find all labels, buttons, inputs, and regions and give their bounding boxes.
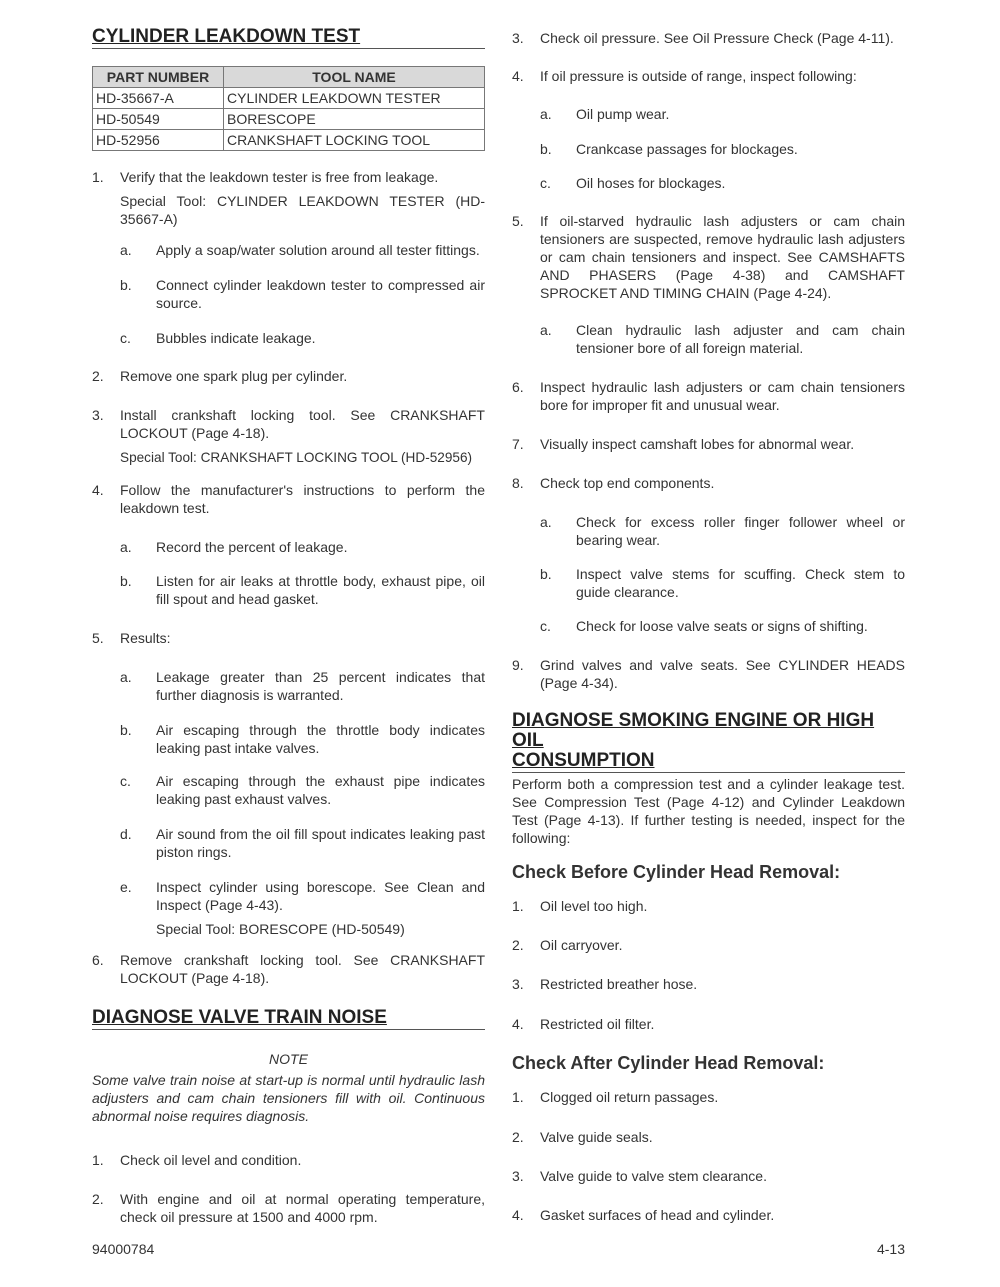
substep-letter: d. xyxy=(120,826,132,842)
step-text: Gasket surfaces of head and cylinder. xyxy=(540,1207,775,1223)
step-text: Check oil level and condition. xyxy=(120,1152,302,1168)
step-text: Oil level too high. xyxy=(540,898,648,914)
step-number: 1. xyxy=(512,1089,524,1105)
substep-text: Inspect valve stems for scuffing. Check stem to guide clearance. xyxy=(576,566,905,600)
substep-text: Crankcase passages for blockages. xyxy=(576,141,798,157)
page-number: 4-13 xyxy=(876,1241,905,1257)
substep-text: Check for excess roller finger follower wheel or bearing wear. xyxy=(576,514,905,548)
substep-text: Air escaping through the exhaust pipe indicates leaking past exhaust valves. xyxy=(156,773,485,807)
substep-letter: b. xyxy=(120,573,132,589)
step-number: 4. xyxy=(512,68,524,84)
table-header-tool-name: TOOL NAME xyxy=(224,67,485,88)
substep-text: Air escaping through the throttle body indicates leaking past intake valves. xyxy=(156,722,485,756)
step-text: Remove one spark plug per cylinder. xyxy=(120,368,348,384)
table-cell: HD-52956 xyxy=(93,130,224,151)
section-title-valve-train-noise: DIAGNOSE VALVE TRAIN NOISE xyxy=(92,1008,485,1030)
step-number: 3. xyxy=(512,1168,524,1184)
substep-text: Inspect cylinder using borescope. See Clean and Inspect (Page 4-43). xyxy=(156,879,485,913)
substep-letter: c. xyxy=(120,330,131,346)
step-number: 7. xyxy=(512,436,524,452)
substep-letter: a. xyxy=(540,322,552,338)
step-text: Remove crankshaft locking tool. See CRANKSHAFT LOCKOUT (Page 4-18). xyxy=(120,952,485,986)
substep-letter: e. xyxy=(120,879,132,895)
substep-text: Bubbles indicate leakage. xyxy=(156,330,316,346)
step-number: 9. xyxy=(512,657,524,673)
step-number: 5. xyxy=(92,630,104,646)
substep-text: Check for loose valve seats or signs of shifting. xyxy=(576,618,868,634)
table-cell: HD-35667-A xyxy=(93,88,224,109)
substep-letter: b. xyxy=(120,722,132,738)
step-text: Check oil pressure. See Oil Pressure Check (Page 4-11). xyxy=(540,30,894,46)
table-row xyxy=(93,130,485,151)
substep-text: Connect cylinder leakdown tester to compressed air source. xyxy=(156,277,485,311)
step-text: If oil pressure is outside of range, inspect following: xyxy=(540,68,857,84)
substep-text: Clean hydraulic lash adjuster and cam chain tensioner bore of all foreign material. xyxy=(576,322,905,356)
step-number: 2. xyxy=(92,1191,104,1207)
step-text: Restricted oil filter. xyxy=(540,1016,655,1032)
step-text: Visually inspect camshaft lobes for abnormal wear. xyxy=(540,436,855,452)
step-number: 2. xyxy=(512,937,524,953)
step-text: Clogged oil return passages. xyxy=(540,1089,719,1105)
substep-text: Oil pump wear. xyxy=(576,106,670,122)
substep-letter: a. xyxy=(540,106,552,122)
section-title-cylinder-leakdown: CYLINDER LEAKDOWN TEST xyxy=(92,27,485,49)
step-text: With engine and oil at normal operating temperature, check oil pressure at 1500 and 4000 rpm. xyxy=(120,1191,485,1225)
section-title-line: CONSUMPTION xyxy=(512,750,655,771)
table-cell: CRANKSHAFT LOCKING TOOL xyxy=(224,130,485,151)
step-number: 3. xyxy=(512,30,524,46)
step-number: 1. xyxy=(512,898,524,914)
special-tool-text: Special Tool: BORESCOPE (HD-50549) xyxy=(156,921,405,937)
step-text: If oil-starved hydraulic lash adjusters or cam chain tensioners are suspected, remove hydraulic lash adjusters or cam chain tensioners and inspect. See CAMSHAFTS AND PHASERS (Page 4-38) and CAMSHAFT SPROCKET AND TIMING CHAIN (Page 4-24). xyxy=(540,213,905,301)
step-number: 5. xyxy=(512,213,524,229)
substep-letter: c. xyxy=(540,175,551,191)
step-text: Restricted breather hose. xyxy=(540,976,698,992)
step-text: Valve guide to valve stem clearance. xyxy=(540,1168,767,1184)
substep-letter: c. xyxy=(120,773,131,789)
step-text: Valve guide seals. xyxy=(540,1129,653,1145)
table-cell: CYLINDER LEAKDOWN TESTER xyxy=(224,88,485,109)
step-number: 1. xyxy=(92,169,104,185)
intro-paragraph: Perform both a compression test and a cylinder leakage test. See Compression Test (Page 4-12) and Cylinder Leakdown Test (Page 4-13). If further testing is needed, inspect for the following: xyxy=(512,776,905,846)
step-text: Follow the manufacturer's instructions to perform the leakdown test. xyxy=(120,482,485,516)
step-number: 2. xyxy=(512,1129,524,1145)
substep-letter: b. xyxy=(120,277,132,293)
step-text: Check top end components. xyxy=(540,475,715,491)
step-number: 6. xyxy=(92,952,104,968)
table-cell: HD-50549 xyxy=(93,109,224,130)
step-number: 1. xyxy=(92,1152,104,1168)
table-header-row xyxy=(93,67,485,88)
step-number: 4. xyxy=(92,482,104,498)
section-title-smoking-engine xyxy=(512,711,905,773)
step-text: Oil carryover. xyxy=(540,937,623,953)
substep-text: Listen for air leaks at throttle body, exhaust pipe, oil fill spout and head gasket. xyxy=(156,573,485,607)
step-number: 3. xyxy=(512,976,524,992)
substep-letter: a. xyxy=(540,514,552,530)
document-number: 94000784 xyxy=(92,1241,155,1257)
special-tool-text: Special Tool: CRANKSHAFT LOCKING TOOL (HD-52956) xyxy=(120,450,473,465)
substep-letter: a. xyxy=(120,669,132,685)
note-title: NOTE xyxy=(269,1051,308,1067)
note-body: Some valve train noise at start-up is normal until hydraulic lash adjusters and cam chain tensioners fill with oil. Continuous abnormal noise requires diagnosis. xyxy=(92,1072,485,1124)
substep-letter: b. xyxy=(540,141,552,157)
table-row xyxy=(93,109,485,130)
step-text: Verify that the leakdown tester is free from leakage. xyxy=(120,169,439,185)
step-text: Grind valves and valve seats. See CYLINDER HEADS (Page 4-34). xyxy=(540,657,905,691)
table-cell: BORESCOPE xyxy=(224,109,485,130)
subheading-before-removal: Check Before Cylinder Head Removal: xyxy=(512,862,841,882)
step-text: Inspect hydraulic lash adjusters or cam chain tensioners bore for improper fit and unusual wear. xyxy=(540,379,905,413)
table-header-part-number: PART NUMBER xyxy=(93,67,224,88)
table-row xyxy=(93,88,485,109)
substep-text: Leakage greater than 25 percent indicates that further diagnosis is warranted. xyxy=(156,669,485,703)
tool-table xyxy=(92,66,485,151)
substep-text: Apply a soap/water solution around all tester fittings. xyxy=(156,242,480,258)
step-number: 4. xyxy=(512,1207,524,1223)
substep-letter: a. xyxy=(120,242,132,258)
subheading-after-removal: Check After Cylinder Head Removal: xyxy=(512,1053,825,1073)
substep-letter: a. xyxy=(120,539,132,555)
step-number: 2. xyxy=(92,368,104,384)
step-number: 8. xyxy=(512,475,524,491)
substep-letter: c. xyxy=(540,618,551,634)
substep-letter: b. xyxy=(540,566,552,582)
step-text: Install crankshaft locking tool. See CRANKSHAFT LOCKOUT (Page 4-18). xyxy=(120,407,485,441)
step-text: Results: xyxy=(120,630,171,646)
step-number: 4. xyxy=(512,1016,524,1032)
substep-text: Oil hoses for blockages. xyxy=(576,175,726,191)
section-title-line: DIAGNOSE SMOKING ENGINE OR HIGH OIL xyxy=(512,710,875,751)
step-number: 6. xyxy=(512,379,524,395)
substep-text: Record the percent of leakage. xyxy=(156,539,348,555)
special-tool-text: Special Tool: CYLINDER LEAKDOWN TESTER (HD-35667-A) xyxy=(120,193,485,227)
step-number: 3. xyxy=(92,407,104,423)
substep-text: Air sound from the oil fill spout indicates leaking past piston rings. xyxy=(156,826,485,860)
